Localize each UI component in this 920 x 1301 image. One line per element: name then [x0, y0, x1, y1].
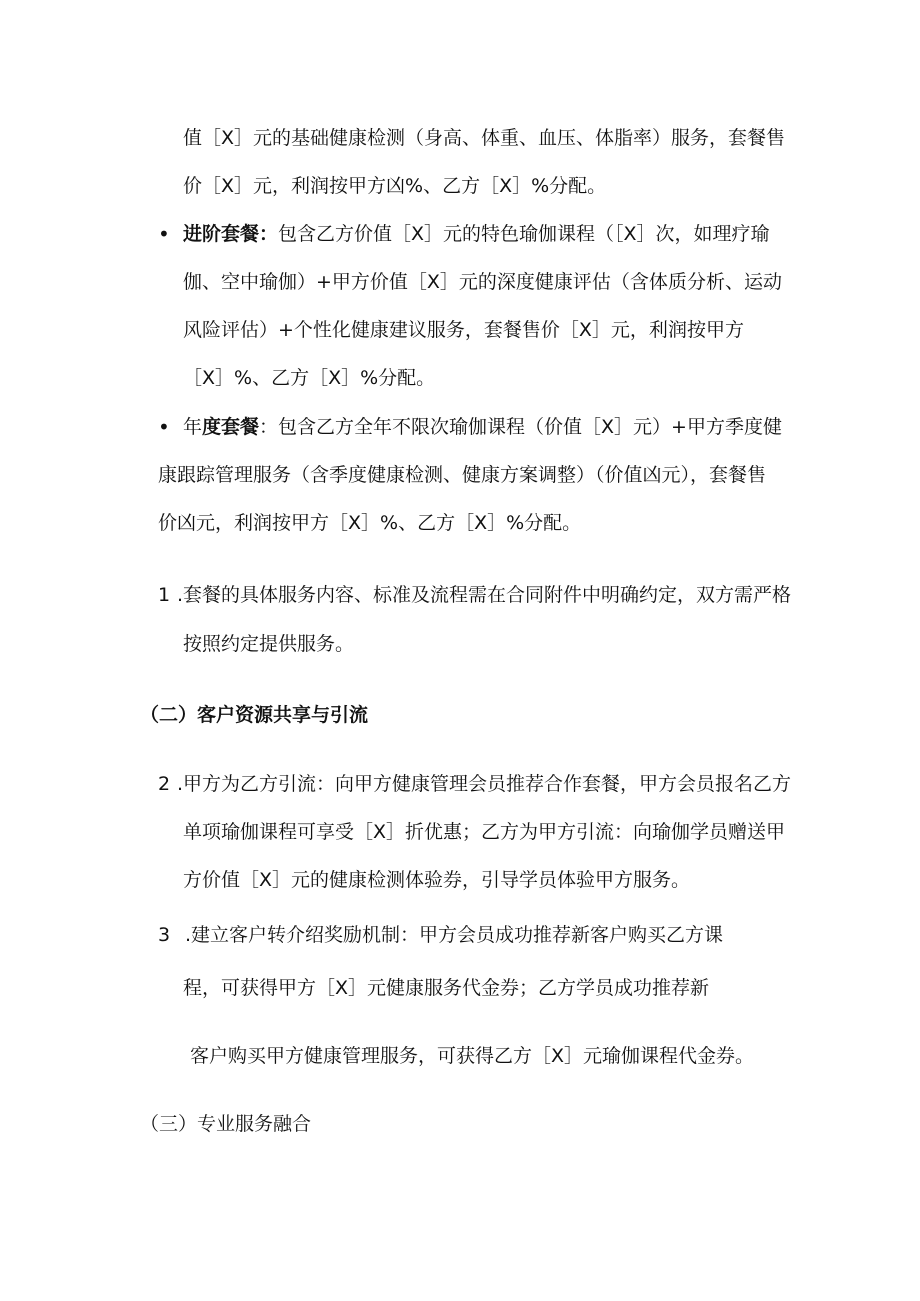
item-2-line-3: 方价值［X］元的健康检测体验券，引导学员体验甲方服务。: [183, 869, 691, 891]
basic-package-line-2: 价［X］元，利润按甲方凶%、乙方［X］%分配。: [183, 175, 607, 197]
annual-package-line-3: 价凶元，利润按甲方［X］%、乙方［X］%分配。: [158, 512, 582, 534]
item-3-line-3: 客户购买甲方健康管理服务，可获得乙方［X］元瑜伽课程代金券。: [190, 1045, 755, 1067]
item-2-line-2: 单项瑜伽课程可享受［X］折优惠；乙方为甲方引流：向瑜伽学员赠送甲: [183, 821, 786, 843]
section-3-heading: （三）专业服务融合: [140, 1113, 312, 1135]
advanced-package-title: 进阶套餐：: [183, 223, 279, 245]
section-2-heading: （二）客户资源共享与引流: [140, 704, 369, 726]
item-3-number: 3: [158, 924, 171, 946]
annual-package-line-1-text: ：包含乙方全年不限次瑜伽课程（价值［X］元）+甲方季度健: [259, 416, 782, 438]
item-1-number: 1: [158, 584, 171, 606]
advanced-package-line-2: 伽、空中瑜伽）+甲方价值［X］元的深度健康评估（含体质分析、运动: [183, 271, 782, 293]
item-1-line-1: .套餐的具体服务内容、标准及流程需在合同附件中明确约定，双方需严格: [177, 584, 792, 606]
annual-package-title-prefix: 年: [183, 416, 203, 438]
item-2-line-1: .甲方为乙方引流：向甲方健康管理会员推荐合作套餐，甲方会员报名乙方: [177, 773, 792, 795]
advanced-package-line-1-text: 包含乙方价值［X］元的特色瑜伽课程（［X］次，如理疗瑜: [278, 223, 770, 245]
bullet-advanced: •: [158, 222, 170, 246]
advanced-package-line-3: 风险评估）+个性化健康建议服务，套餐售价［X］元，利润按甲方: [183, 319, 744, 341]
item-2-number: 2: [158, 773, 171, 795]
item-3-line-2: 程，可获得甲方［X］元健康服务代金券；乙方学员成功推荐新: [183, 977, 710, 999]
annual-package-line-2: 康跟踪管理服务（含季度健康检测、健康方案调整）（价值凶元），套餐售: [158, 464, 767, 486]
bullet-annual: •: [158, 415, 170, 439]
annual-package-title: 度套餐: [202, 416, 260, 438]
advanced-package-line-1: [183, 222, 770, 246]
advanced-package-line-4: ［X］%、乙方［X］%分配。: [183, 367, 436, 389]
annual-package-line-1: [183, 415, 782, 439]
item-1-line-2: 按照约定提供服务。: [183, 633, 355, 655]
basic-package-line-1: 值［X］元的基础健康检测（身高、体重、血压、体脂率）服务，套餐售: [183, 127, 786, 149]
item-3-line-1: .建立客户转介绍奖励机制：甲方会员成功推荐新客户购买乙方课: [185, 924, 724, 946]
